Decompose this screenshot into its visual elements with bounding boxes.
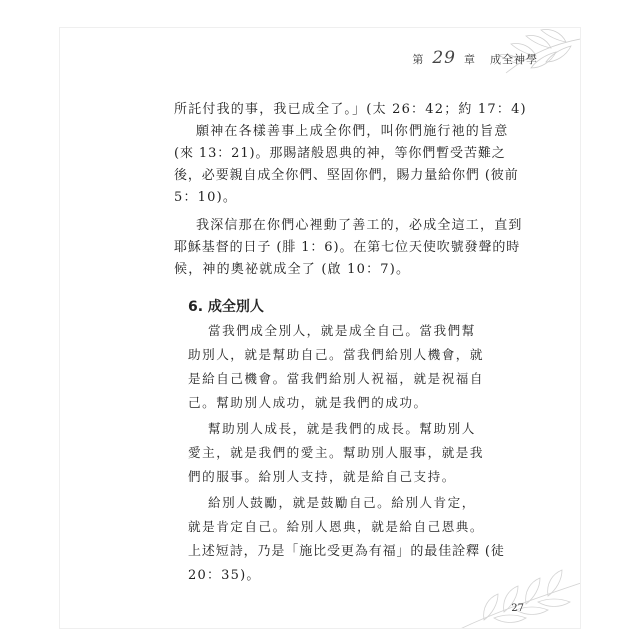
poem-line: 給別人鼓勵，就是鼓勵自己。給別人肯定， [208,495,476,510]
poem-line: 幫助別人成長，就是我們的成長。幫助別人 [208,421,476,436]
poem-line: 助別人，就是幫助自己。當我們給別人機會，就 [188,347,484,362]
paragraph-line: 5：10)。 [174,190,238,205]
paragraph-line: 願神在各樣善事上成全你們，叫你們施行祂的旨意 [196,124,509,139]
book-page [60,28,580,628]
running-header [412,48,538,68]
paragraph-line: 耶穌基督的日子 (腓 1：6)。在第七位天使吹號發聲的時 [174,240,521,255]
poem-line: 己。幫助別人成功，就是我們的成功。 [188,395,428,410]
closing-line: 20：35)。 [188,568,261,583]
poem-line: 是給自己機會。當我們給別人祝福，就是祝福自 [188,371,484,386]
leaf-ornament-icon [444,562,580,628]
poem-line: 當我們成全別人，就是成全自己。當我們幫 [208,323,476,338]
paragraph-line: (來 13：21)。那賜諸般恩典的神，等你們暫受苦難之 [174,146,506,161]
poem-line: 愛主，就是我們的愛主。幫助別人服事，就是我 [188,445,484,460]
chapter-suffix: 章 [464,53,476,66]
page-number: 27 [511,603,524,614]
section-title: 6. 成全別人 [188,299,264,315]
paragraph-line: 所託付我的事，我已成全了。」(太 26：42；約 17：4) [174,102,527,117]
poem-line: 就是肯定自己。給別人恩典，就是給自己恩典。 [188,519,484,534]
paragraph-line: 我深信那在你們心裡動了善工的，必成全這工，直到 [196,218,523,233]
poem-line: 們的服事。給別人支持，就是給自己支持。 [188,469,456,484]
chapter-number: 29 [432,48,456,68]
paragraph-line: 後，必要親自成全你們、堅固你們，賜力量給你們 (彼前 [174,168,519,183]
closing-line: 上述短詩，乃是「施比受更為有福」的最佳詮釋 (徒 [188,544,505,559]
paragraph-line: 候，神的奧祕就成全了 (啟 10：7)。 [174,262,411,277]
chapter-prefix: 第 [412,53,425,66]
chapter-title: 成全神學 [490,53,538,66]
